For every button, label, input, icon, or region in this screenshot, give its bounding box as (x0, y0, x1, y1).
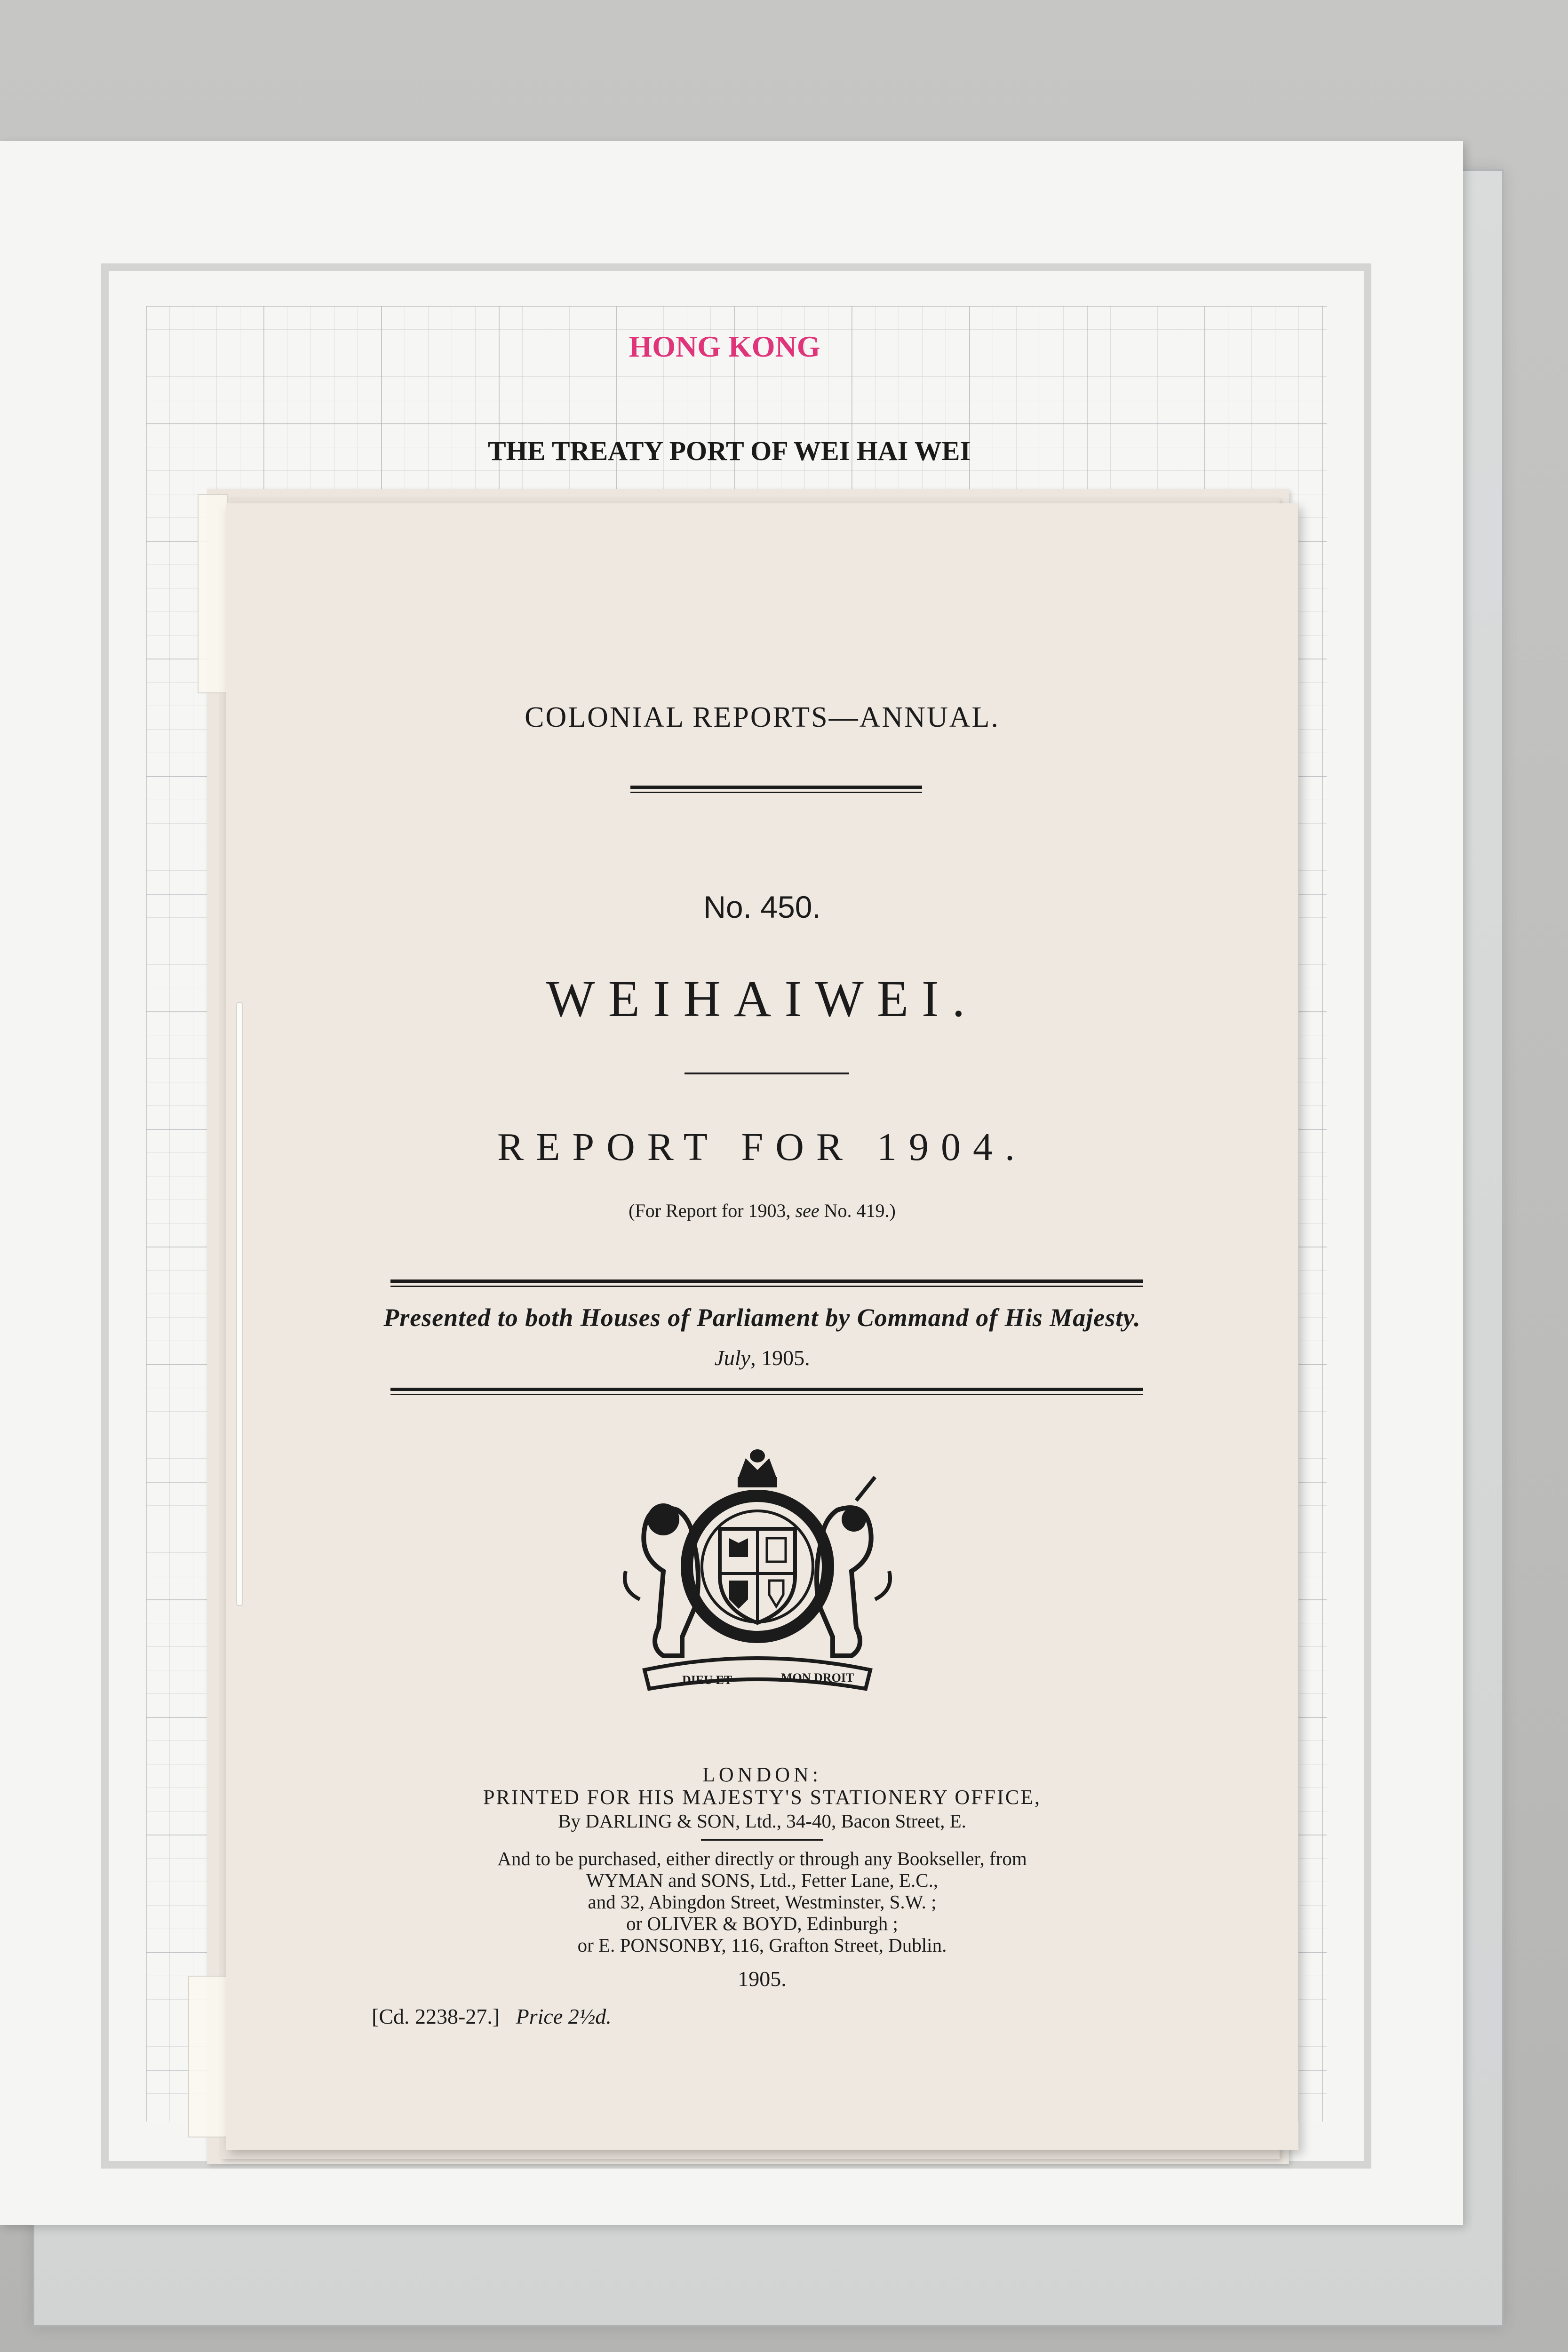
date-year: , 1905. (750, 1346, 810, 1370)
command-paper-footer (372, 2004, 612, 2029)
report-title: REPORT FOR 1904. (497, 1125, 1027, 1169)
previous-report-see: see (795, 1200, 820, 1221)
presentation-date (226, 1345, 1298, 1370)
presented-statement: Presented to both Houses of Parliament by Command of His Majesty. (383, 1303, 1141, 1332)
royal-coat-of-arms-icon (612, 1449, 903, 1712)
date-month: July (714, 1346, 751, 1370)
imprint-printer: PRINTED FOR HIS MAJESTY'S STATIONERY OFFICE, (483, 1786, 1042, 1809)
imprint-seller-2: and 32, Abingdon Street, Westminster, S.W. ; (588, 1891, 937, 1913)
report-number: No. 450. (703, 890, 821, 924)
price-label: Price (516, 2004, 563, 2028)
print-year: 1905. (738, 1967, 787, 1991)
rule (701, 1839, 823, 1841)
hinge-tape (188, 1976, 228, 2137)
imprint-seller-3: or OLIVER & BOYD, Edinburgh ; (626, 1913, 898, 1934)
album-country-heading: HONG KONG (629, 330, 820, 363)
previous-report-suffix: No. 419.) (824, 1200, 896, 1221)
previous-report-prefix: (For Report for 1903, (629, 1200, 791, 1221)
imprint-city: LONDON: (702, 1763, 822, 1786)
price-value: 2½d. (568, 2004, 612, 2028)
motto-right: MON DROIT (781, 1671, 854, 1685)
report-series: COLONIAL REPORTS—ANNUAL. (525, 701, 1000, 733)
imprint-by-line: By DARLING & SON, Ltd., 34-40, Bacon Street, E. (558, 1810, 966, 1832)
double-rule (390, 1388, 1143, 1395)
imprint-seller-4: or E. PONSONBY, 116, Grafton Street, Dublin. (577, 1934, 947, 1956)
rule (685, 1073, 849, 1074)
imprint-purchase: And to be purchased, either directly or through any Bookseller, from (497, 1848, 1027, 1869)
imprint-seller-1: WYMAN and SONS, Ltd., Fetter Lane, E.C., (586, 1869, 939, 1891)
report-cover (226, 503, 1298, 2150)
previous-report-note (226, 1200, 1298, 1222)
command-paper-number: [Cd. 2238-27.] (372, 2004, 500, 2028)
album-subtitle: THE TREATY PORT OF WEI HAI WEI (487, 436, 971, 466)
double-rule (390, 1279, 1143, 1287)
colony-name: WEIHAIWEI. (546, 970, 979, 1027)
double-rule (630, 786, 922, 793)
hinge-tape (198, 494, 228, 693)
motto-left: DIEU ET (682, 1673, 732, 1687)
